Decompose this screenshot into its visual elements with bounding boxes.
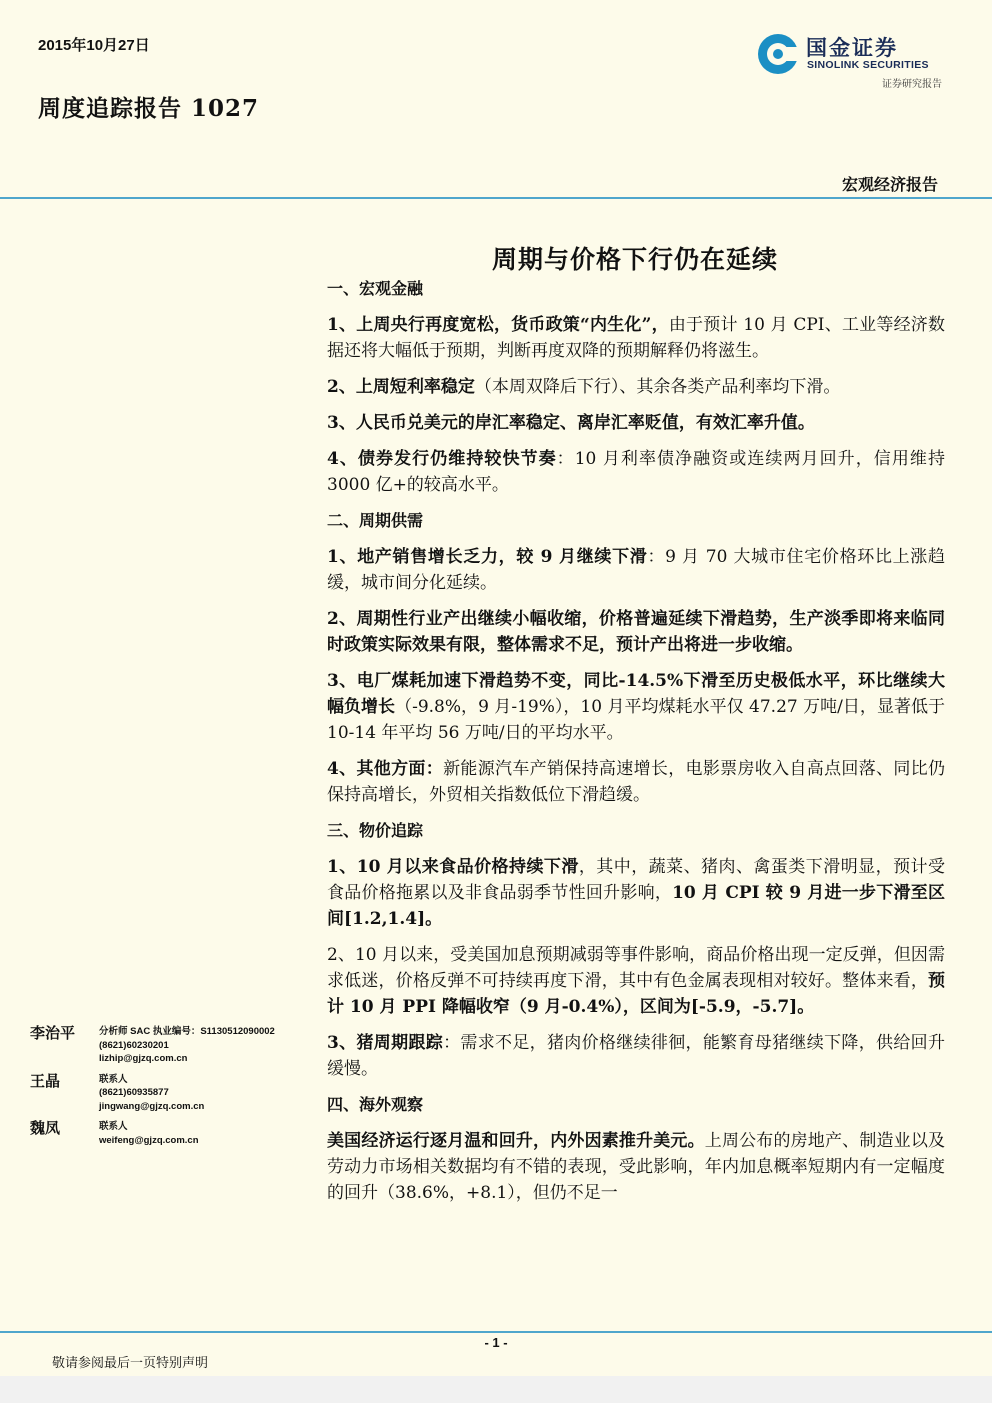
body-paragraph	[327, 854, 945, 932]
analyst-info	[99, 1022, 320, 1066]
analyst-role: 联系人	[99, 1073, 128, 1085]
body-paragraph	[327, 410, 945, 436]
logo-chinese-name: 国金证券	[806, 36, 898, 60]
report-series-title: 周度追踪报告 1027	[38, 95, 260, 122]
paragraph-text: ：需求不足，猪肉价格继续徘徊，能繁育母猪继续下降，供给回升缓慢。	[327, 1033, 945, 1079]
paragraph-lead: 3、猪周期跟踪	[327, 1033, 444, 1053]
analyst-email[interactable]: weifeng@gjzq.com.cn	[99, 1134, 199, 1146]
analyst-contacts	[30, 1022, 320, 1151]
analyst-name: 李治平	[30, 1024, 76, 1042]
report-type-label: 宏观经济报告	[841, 175, 938, 194]
section-heading: 四、海外观察	[327, 1095, 424, 1114]
analyst-name: 王晶	[30, 1071, 61, 1090]
paragraph-text: （-9.8%，9 月-19%），10 月平均煤耗水平仅 47.27 万吨/日，显著低于 10-14 年平均 56 万吨/日的平均水平。	[327, 697, 946, 743]
body-paragraph	[327, 312, 945, 364]
page-bottom-band	[0, 1376, 992, 1403]
paragraph-text: （本周双降后下行）、其余各类产品利率均下滑。	[474, 377, 841, 397]
paragraph-text: ，其中，蔬菜、猪肉、禽蛋类下滑明显，预计受食品价格拖累以及非食品弱季节性回升影响，	[327, 857, 946, 903]
analyst-phone: (8621)60935877	[99, 1087, 169, 1098]
paragraph-lead: 2、周期性行业产出继续小幅收缩，价格普遍延续下滑趋势，生产淡季即将来临同时政策实际效果有限，整体需求不足，预计产出将进一步收缩。	[327, 609, 945, 655]
body-paragraph	[327, 668, 945, 746]
body-paragraph	[327, 606, 945, 658]
paragraph-lead: 1、地产销售增长乏力，较 9 月继续下滑	[327, 547, 648, 567]
paragraph-lead: 3、电厂煤耗加速下滑趋势不变，同比-14.5%下滑至历史极低水平，环比继续大幅负增长	[327, 671, 945, 717]
paragraph-lead: 4、其他方面：	[327, 759, 444, 779]
paragraph-lead: 2、上周短利率稳定	[327, 377, 475, 397]
paragraph-text: ：9 月 70 大城市住宅价格环比上涨趋缓，城市间分化延续。	[327, 547, 945, 593]
analyst-email[interactable]: lizhip@gjzq.com.cn	[99, 1053, 188, 1064]
body-paragraph	[327, 1128, 945, 1206]
main-title: 周期与价格下行仍在延续	[491, 245, 778, 274]
paragraph-text: 由于预计 10 月 CPI、工业等经济数据还将大幅低于预期，判断再度双降的预期解释仍将滋生。	[327, 315, 945, 361]
body-paragraph	[327, 446, 945, 498]
analyst-entry	[30, 1070, 320, 1114]
section-heading: 三、物价追踪	[327, 821, 424, 840]
paragraph-lead: 1、上周央行再度宽松，货币政策“内生化”，	[327, 315, 669, 335]
paragraph-text: 2、10 月以来，受美国加息预期减弱等事件影响，商品价格出现一定反弹，但因需求低迷，价格反弹不可持续再度下滑，其中有色金属表现相对较好。整体来看，	[327, 945, 945, 991]
page-number: - 1 -	[484, 1335, 508, 1350]
paragraph-lead: 1、10 月以来食品价格持续下滑	[327, 857, 579, 877]
analyst-info	[99, 1117, 320, 1147]
paragraph-text: ：10 月利率债净融资或连续两月回升，信用维持 3000 亿+的较高水平。	[327, 449, 945, 495]
body-paragraph	[327, 544, 945, 596]
footer-divider	[0, 1331, 992, 1333]
paragraph-text: 上周公布的房地产、制造业以及劳动力市场相关数据均有不错的表现，受此影响，年内加息概率短期内有一定幅度的回升（38.6%，+8.1），但仍不足一	[327, 1131, 946, 1203]
analyst-info	[99, 1070, 320, 1114]
report-date: 2015年10月27日	[38, 37, 150, 54]
body-paragraph	[327, 942, 945, 1020]
paragraph-text: 新能源汽车产销保持高速增长，电影票房收入自高点回落、同比仍保持高增长，外贸相关指数低位下滑趋缓。	[327, 759, 945, 805]
logo-subtitle: 证券研究报告	[882, 79, 942, 90]
header-divider	[0, 197, 992, 199]
logo-mark-icon	[756, 32, 800, 76]
analyst-entry	[30, 1117, 320, 1147]
paragraph-lead: 3、人民币兑美元的岸汇率稳定、离岸汇率贬值，有效汇率升值。	[327, 413, 815, 433]
sinolink-logo	[756, 30, 956, 92]
paragraph-lead: 美国经济运行逐月温和回升，内外因素推升美元。	[327, 1131, 705, 1151]
body-paragraph	[327, 756, 945, 808]
body-paragraph	[327, 1030, 945, 1082]
report-body	[327, 276, 945, 1216]
logo-english-name: SINOLINK SECURITIES	[807, 59, 929, 71]
footer-disclaimer: 敬请参阅最后一页特别声明	[52, 1356, 209, 1371]
analyst-email[interactable]: jingwang@gjzq.com.cn	[99, 1100, 205, 1112]
body-paragraph	[327, 374, 945, 400]
section-heading: 一、宏观金融	[327, 279, 424, 298]
analyst-name: 魏凤	[30, 1119, 61, 1137]
paragraph-lead: 4、债券发行仍维持较快节奏	[327, 449, 557, 469]
analyst-entry	[30, 1022, 320, 1066]
analyst-role: 联系人	[99, 1121, 128, 1132]
analyst-credential: 分析师 SAC 执业编号：S1130512090002	[99, 1026, 275, 1037]
paragraph-tail: 10 月 CPI 较 9 月进一步下滑至区间[1.2,1.4]。	[327, 883, 946, 929]
paragraph-tail: 预计 10 月 PPI 降幅收窄（9 月-0.4%），区间为[-5.9，-5.7]。	[327, 971, 945, 1017]
analyst-phone: (8621)60230201	[99, 1039, 169, 1051]
section-heading: 二、周期供需	[327, 511, 424, 530]
